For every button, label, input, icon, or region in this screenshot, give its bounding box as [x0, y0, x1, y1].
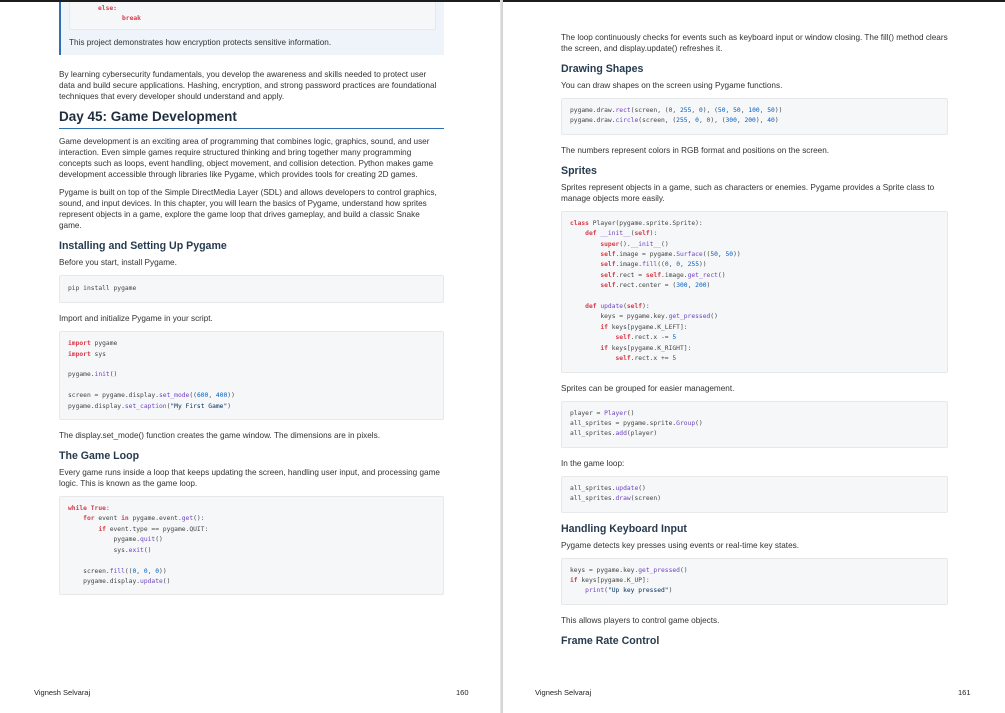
install-code-block: [59, 275, 444, 303]
code-keyword: else:: [98, 5, 117, 12]
keyboard-text: Pygame detects key presses using events or real-time key states.: [561, 540, 799, 550]
page-number: 160: [456, 688, 469, 697]
section-heading-game-loop: The Game Loop: [59, 450, 140, 463]
shapes-text: You can draw shapes on the screen using Pygame functions.: [561, 81, 783, 90]
callout-code-block: [69, 2, 436, 30]
setmode-text: The display.set_mode() function creates the game window. The dimensions are in pixels.: [59, 431, 380, 441]
install-text: Before you start, install Pygame.: [59, 257, 177, 267]
left-page-content: [59, 2, 444, 605]
page-number: 161: [958, 688, 971, 697]
loop-continue-text: The loop continuously checks for events such as keyboard input or window closing. The fill() method clears the screen, and display.update() refreshes it.: [561, 33, 948, 53]
left-page: [0, 0, 502, 713]
chapter-paragraph-2: Pygame is built on top of the Simple DirectMedia Layer (SDL) and allows developers to control graphics, sound, and input devices. In this chapter, you will learn the basics of Pygame, understand how sprites represent objects in a game, explore the game loop that drives gameplay, and build a classic Snake game.: [59, 187, 437, 230]
import-code-block: import pygame import sys pygame.init() screen = pygame.display.set_mode((600, 400)) pygame.display.set_caption("My First Game"): [59, 331, 444, 420]
sprite-update-code-block: all_sprites.update() all_sprites.draw(screen): [561, 476, 948, 513]
chapter-paragraph-1: Game development is an exciting area of programming that combines logic, graphics, sound, and user interaction. Even simple games require structured thinking and bring together many programming concepts such as loops, event handling, object movement, and collision detection. Python makes game development accessible through libraries like Pygame, which provides tools for creating 2D games.: [59, 136, 434, 179]
allows-text: This allows players to control game objects.: [561, 615, 720, 625]
intro-paragraph: By learning cybersecurity fundamentals, you develop the awareness and skills needed to protect user data and build secure applications. Hashing, encryption, and strong password practices are foundational techniques that every developer should understand and apply.: [59, 69, 437, 101]
section-heading-drawing-shapes: Drawing Shapes: [561, 63, 644, 75]
right-page-content: [561, 32, 948, 652]
right-page: [503, 0, 1005, 713]
code-line: pip install pygame: [68, 284, 137, 292]
sprite-group-code-block: player = Player() all_sprites = pygame.sprite.Group() all_sprites.add(player): [561, 401, 948, 448]
keyboard-code-block: keys = pygame.key.get_pressed() if keys[pygame.K_UP]: print("Up key pressed"): [561, 558, 948, 605]
footer-author: Vignesh Selvaraj: [34, 688, 91, 697]
section-heading-install: Installing and Setting Up Pygame: [59, 239, 227, 252]
game-loop-code-block: while True: for event in pygame.event.get(): if event.type == pygame.QUIT: pygame.quit() sys.exit() screen.fill((0, 0, 0)) pygame.display.update(): [59, 496, 444, 595]
section-heading-frame-rate: Frame Rate Control: [561, 634, 660, 647]
game-loop-label: In the game loop:: [561, 458, 625, 468]
grouped-text: Sprites can be grouped for easier management.: [561, 383, 735, 393]
project-callout: [59, 2, 444, 55]
numbers-text: The numbers represent colors in RGB format and positions on the screen.: [561, 145, 830, 155]
sprites-text: Sprites represent objects in a game, such as characters or enemies. Pygame provides a Sprite class to manage objects more easily.: [561, 182, 935, 203]
shapes-code-block: pygame.draw.rect(screen, (0, 255, 0), (50, 50, 100, 50)) pygame.draw.circle(screen, (255, 0, 0), (300, 200), 40): [561, 98, 948, 135]
sprite-class-code-block: class Player(pygame.sprite.Sprite): def __init__(self): super().__init__() self.image = pygame.Surface((50, 50)) self.image.fill((0, 0, 255)) self.rect = self.image.get_rect() self.rect.center = (300, 200) def update(self): keys = pygame.key.get_pressed() if keys[pygame.K_LEFT]: self.rect.x -= 5 if keys[pygame.K_RIGHT]: self.rect.x += 5: [561, 211, 948, 373]
callout-text: This project demonstrates how encryption protects sensitive information.: [69, 37, 332, 47]
footer-author: Vignesh Selvaraj: [535, 688, 592, 697]
section-heading-sprites: Sprites: [561, 164, 597, 177]
code-keyword: break: [122, 15, 141, 23]
import-text: Import and initialize Pygame in your script.: [59, 314, 213, 324]
section-heading-keyboard: Handling Keyboard Input: [561, 522, 687, 535]
game-loop-text: Every game runs inside a loop that keeps updating the screen, handling user input, and processing game logic. This is known as the game loop.: [59, 468, 440, 489]
chapter-title: Day 45: Game Development: [59, 109, 444, 129]
